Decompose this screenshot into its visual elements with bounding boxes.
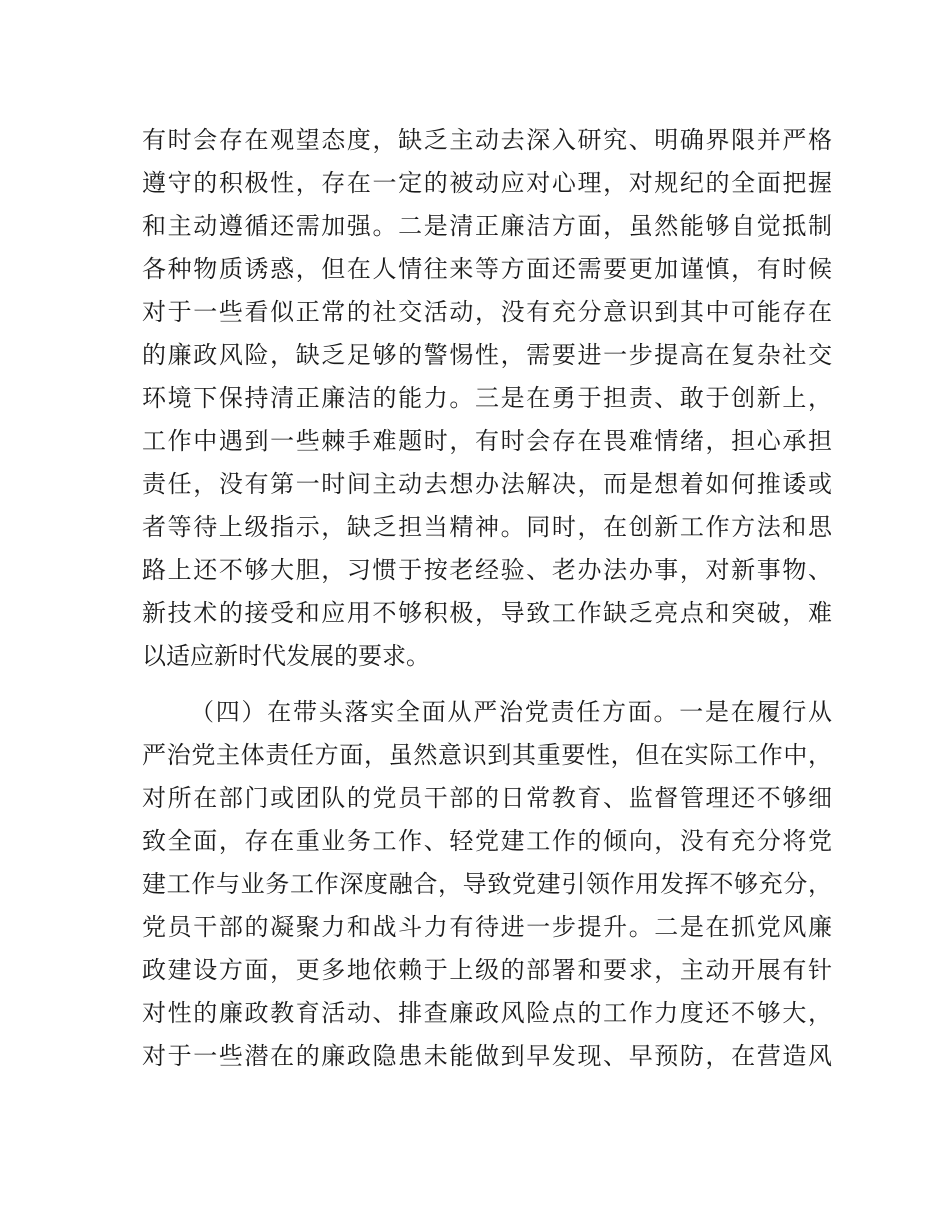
text-line: 党员干部的凝聚力和战斗力有待进一步提升。二是在抓党风廉	[142, 913, 832, 941]
text-line: 建工作与业务工作深度融合，导致党建引领作用发挥不够充分，	[142, 870, 832, 898]
text-line: 路上还不够大胆，习惯于按老经验、老办法办事，对新事物、	[142, 556, 832, 584]
text-line: 工作中遇到一些棘手难题时，有时会存在畏难情绪，担心承担	[142, 427, 832, 455]
section-heading-line: （四）在带头落实全面从严治党责任方面。一是在履行从	[190, 698, 832, 726]
text-line: 环境下保持清正廉洁的能力。三是在勇于担责、敢于创新上，	[142, 384, 832, 412]
text-line: 新技术的接受和应用不够积极，导致工作缺乏亮点和突破，难	[142, 599, 832, 627]
text-line: 的廉政风险，缺乏足够的警惕性，需要进一步提高在复杂社交	[142, 341, 832, 369]
text-line: 严治党主体责任方面，虽然意识到其重要性，但在实际工作中，	[142, 741, 832, 769]
text-line: 各种物质诱惑，但在人情往来等方面还需要更加谨慎，有时候	[142, 255, 832, 283]
text-line: 对所在部门或团队的党员干部的日常教育、监督管理还不够细	[142, 784, 832, 812]
text-line: 有时会存在观望态度，缺乏主动去深入研究、明确界限并严格	[142, 126, 832, 154]
text-line: 政建设方面，更多地依赖于上级的部署和要求，主动开展有针	[142, 956, 832, 984]
text-line: 对于一些潜在的廉政隐患未能做到早发现、早预防，在营造风	[142, 1042, 832, 1070]
text-line: 责任，没有第一时间主动去想办法解决，而是想着如何推诿或	[142, 470, 832, 498]
text-line: 者等待上级指示，缺乏担当精神。同时，在创新工作方法和思	[142, 513, 832, 541]
text-line: 致全面，存在重业务工作、轻党建工作的倾向，没有充分将党	[142, 827, 832, 855]
text-line: 对性的廉政教育活动、排查廉政风险点的工作力度还不够大，	[142, 999, 832, 1027]
text-line: 遵守的积极性，存在一定的被动应对心理，对规纪的全面把握	[142, 169, 832, 197]
text-line: 对于一些看似正常的社交活动，没有充分意识到其中可能存在	[142, 298, 832, 326]
text-line: 和主动遵循还需加强。二是清正廉洁方面，虽然能够自觉抵制	[142, 212, 832, 240]
text-line: 以适应新时代发展的要求。	[142, 642, 430, 670]
